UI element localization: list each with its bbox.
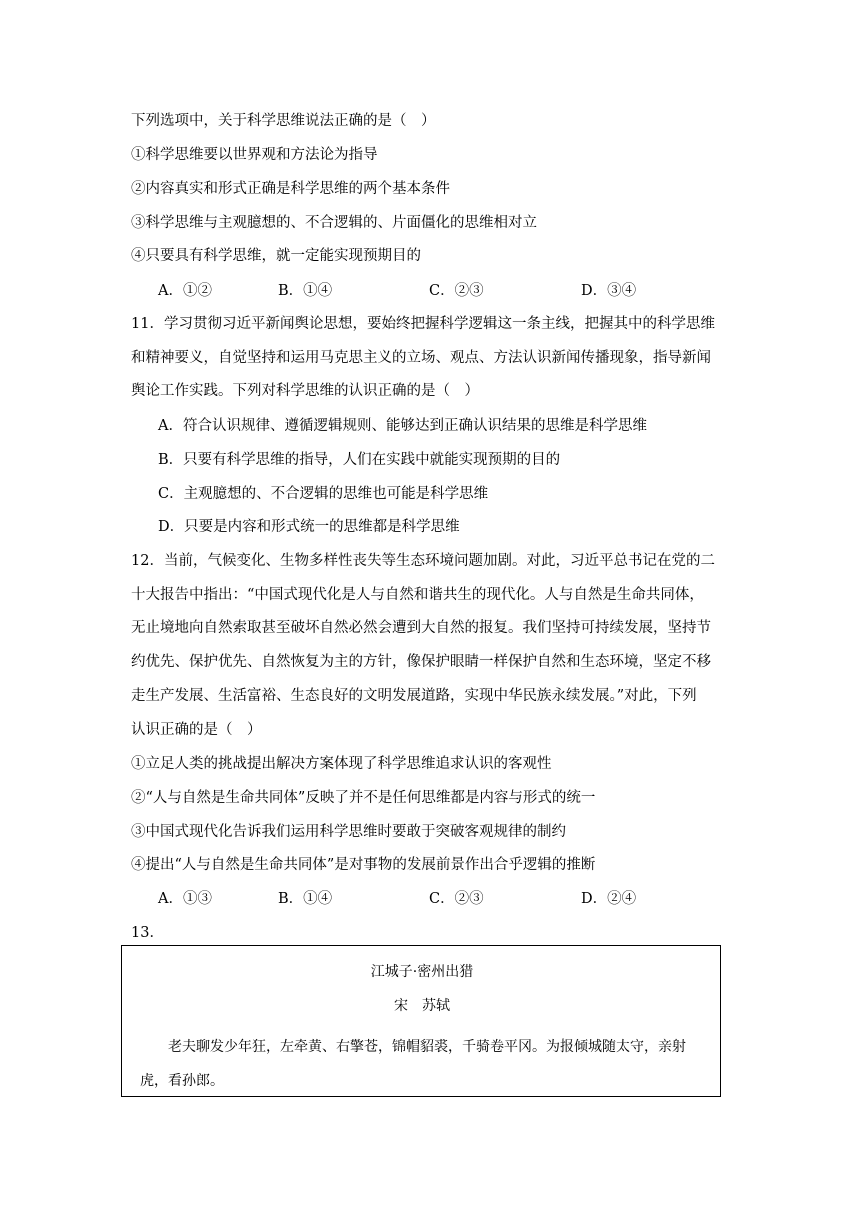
q11-option-b: B．只要有科学思维的指导，人们在实践中就能实现预期的目的 [158,452,561,468]
q12-option-b: B．①④ [278,891,333,907]
q12-line-6: 认识正确的是（ ） [131,722,262,738]
q11-option-d: D．只要是内容和形式统一的思维都是科学思维 [158,519,460,535]
q12-item-3: ③中国式现代化告诉我们运用科学思维时要敢于突破客观规律的制约 [131,824,566,840]
q12-item-1: ①立足人类的挑战提出解决方案体现了科学思维追求认识的客观性 [131,756,552,772]
poem-text: 老夫聊发少年狂，左牵黄、右擎苍，锦帽貂裘，千骑卷平冈。为报倾城随太守，亲射虎，看孙郎。 [140,1039,686,1089]
q11-option-c: C．主观臆想的、不合逻辑的思维也可能是科学思维 [158,486,489,502]
poem-title: 江城子·密州出猎 [370,964,474,980]
q10-item-1: ①科学思维要以世界观和方法论为指导 [131,147,378,163]
q12-line-4: 约优先、保护优先、自然恢复为主的方针，像保护眼睛一样保护自然和生态环境，坚定不移 [131,654,711,670]
q11-option-a: A．符合认识规律、遵循逻辑规则、能够达到正确认识结果的思维是科学思维 [158,418,647,434]
poem-box [121,945,721,1097]
q12-option-c: C．②③ [429,891,484,907]
q13-number: 13． [131,925,164,941]
q10-option-b: B．①④ [278,283,333,299]
q11-line-1: 11．学习贯彻习近平新闻舆论思想，要始终把握科学逻辑这一条主线，把握其中的科学思维 [131,316,715,332]
q11-line-3: 舆论工作实践。下列对科学思维的认识正确的是（ ） [131,383,479,399]
q10-option-d: D．③④ [581,283,637,299]
q11-line-2: 和精神要义，自觉坚持和运用马克思主义的立场、观点、方法认识新闻传播现象，指导新闻 [131,350,711,366]
poem-author: 宋 苏轼 [394,998,450,1014]
q12-option-d: D．②④ [581,891,637,907]
q10-item-4: ④只要具有科学思维，就一定能实现预期目的 [131,248,421,264]
q12-item-4: ④提出“人与自然是生命共同体”是对事物的发展前景作出合乎逻辑的推断 [131,857,596,873]
q12-item-2: ②“人与自然是生命共同体”反映了并不是任何思维都是内容与形式的统一 [131,790,596,806]
q10-stem: 下列选项中，关于科学思维说法正确的是（ ） [131,113,436,129]
q10-option-c: C．②③ [429,283,484,299]
q12-line-3: 无止境地向自然索取甚至破坏自然必然会遭到大自然的报复。我们坚持可持续发展，坚持节 [131,620,711,636]
q10-item-2: ②内容真实和形式正确是科学思维的两个基本条件 [131,181,450,197]
q10-option-a: A．①② [158,283,212,299]
q12-option-a: A．①③ [158,891,212,907]
q10-item-3: ③科学思维与主观臆想的、不合逻辑的、片面僵化的思维相对立 [131,215,537,231]
q12-line-5: 走生产发展、生活富裕、生态良好的文明发展道路，实现中华民族永续发展。”对此，下列 [131,688,697,704]
q12-line-1: 12．当前，气候变化、生物多样性丧失等生态环境问题加剧。对此，习近平总书记在党的二 [131,553,715,569]
q12-line-2: 十大报告中指出：“中国式现代化是人与自然和谐共生的现代化。人与自然是生命共同体， [131,587,704,603]
